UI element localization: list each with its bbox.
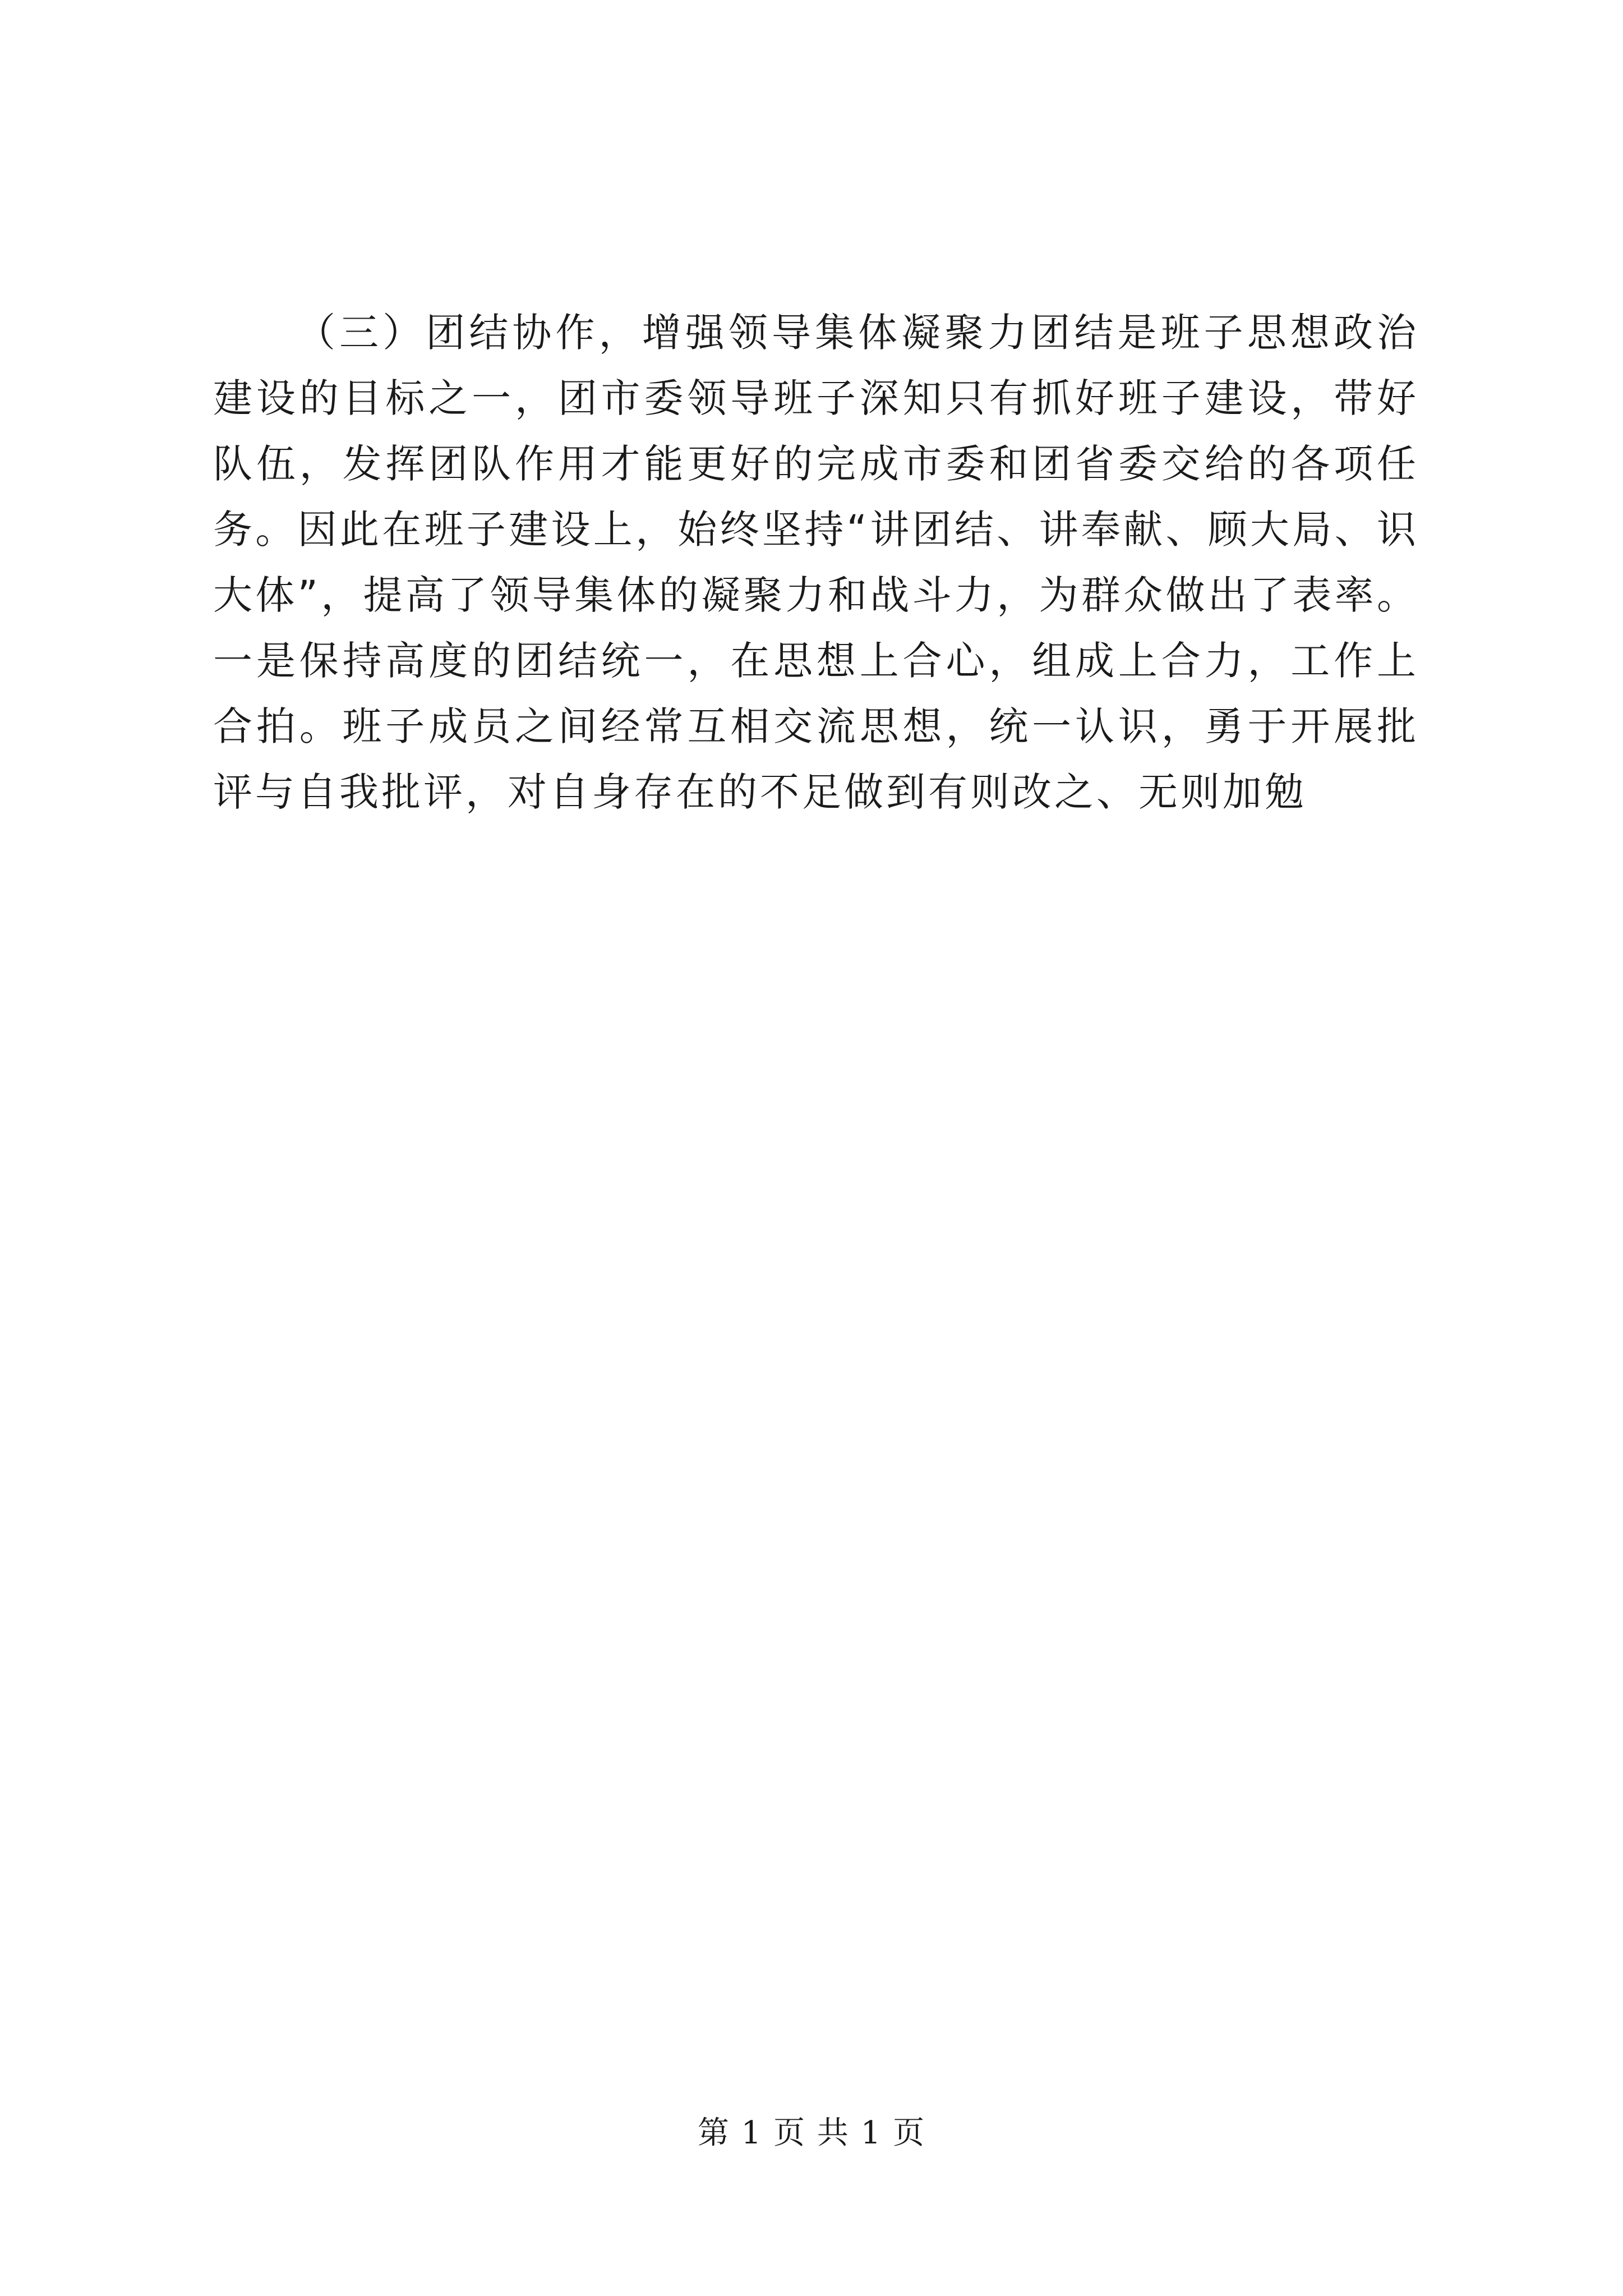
- body-paragraph: （三）团结协作，增强领导集体凝聚力团结是班子思想政治建设的目标之一，团市委领导班子深知只有抓好班子建设，带好队伍，发挥团队作用才能更好的完成市委和团省委交给的各项任务。因此在班子建设上，始终坚持“讲团结、讲奉献、顾大局、识大体”，提高了领导集体的凝聚力和战斗力，为群众做出了表率。一是保持高度的团结统一，在思想上合心，组成上合力，工作上合拍。班子成员之间经常互相交流思想，统一认识，勇于开展批评与自我批评，对自身存在的不足做到有则改之、无则加勉: [213, 310, 1419, 815]
- page-footer: 第 1 页 共 1 页: [697, 2115, 926, 2151]
